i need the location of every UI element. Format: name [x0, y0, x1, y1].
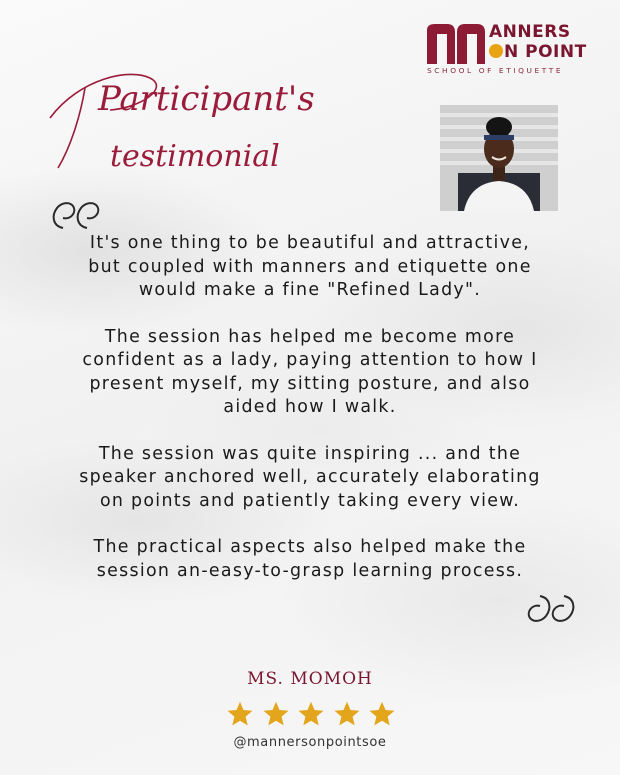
- close-quote-icon: [524, 594, 578, 626]
- logo-o-dot: [489, 44, 503, 58]
- logo-tagline: SCHOOL OF ETIQUETTE: [427, 66, 564, 75]
- testimonial-paragraph: It's one thing to be beautiful and attractive, but coupled with manners and etiquette one would make a fine "Refined Lady".: [88, 233, 532, 300]
- open-quote-icon: [49, 198, 103, 230]
- star-rating: [226, 700, 396, 728]
- star-icon: [226, 700, 254, 728]
- title-line2: testimonial: [110, 139, 280, 174]
- script-title-svg: [40, 48, 360, 188]
- participant-photo: [440, 105, 558, 211]
- social-handle[interactable]: @mannersonpointsoe: [233, 735, 387, 750]
- logo-m-mark: [425, 22, 489, 66]
- star-icon: [297, 700, 325, 728]
- logo-line1: ANNERS: [489, 22, 571, 42]
- participant-photo-art: [440, 105, 558, 211]
- star-icon: [333, 700, 361, 728]
- brand-logo: [425, 22, 605, 78]
- participant-name: MS. MOMOH: [247, 669, 373, 689]
- testimonial-paragraph: The practical aspects also helped make the session an-easy-to-grasp learning process.: [93, 537, 527, 581]
- logo-line2-wrap: [489, 42, 587, 62]
- star-icon: [262, 700, 290, 728]
- star-icon: [368, 700, 396, 728]
- title-flourish-stem: [58, 88, 85, 168]
- script-title: [40, 48, 360, 188]
- testimonial-paragraph: The session was quite inspiring ... and the speaker anchored well, accurately elaborating on points and patiently taking every view.: [79, 443, 541, 511]
- title-line1: Participant's: [98, 79, 315, 119]
- testimonial-body: [40, 232, 580, 606]
- logo-line2: N POINT: [504, 42, 587, 62]
- testimonial-paragraph: The session has helped me become more confident as a lady, paying attention to how I present myself, my sitting posture, and also aided how I walk.: [82, 326, 538, 417]
